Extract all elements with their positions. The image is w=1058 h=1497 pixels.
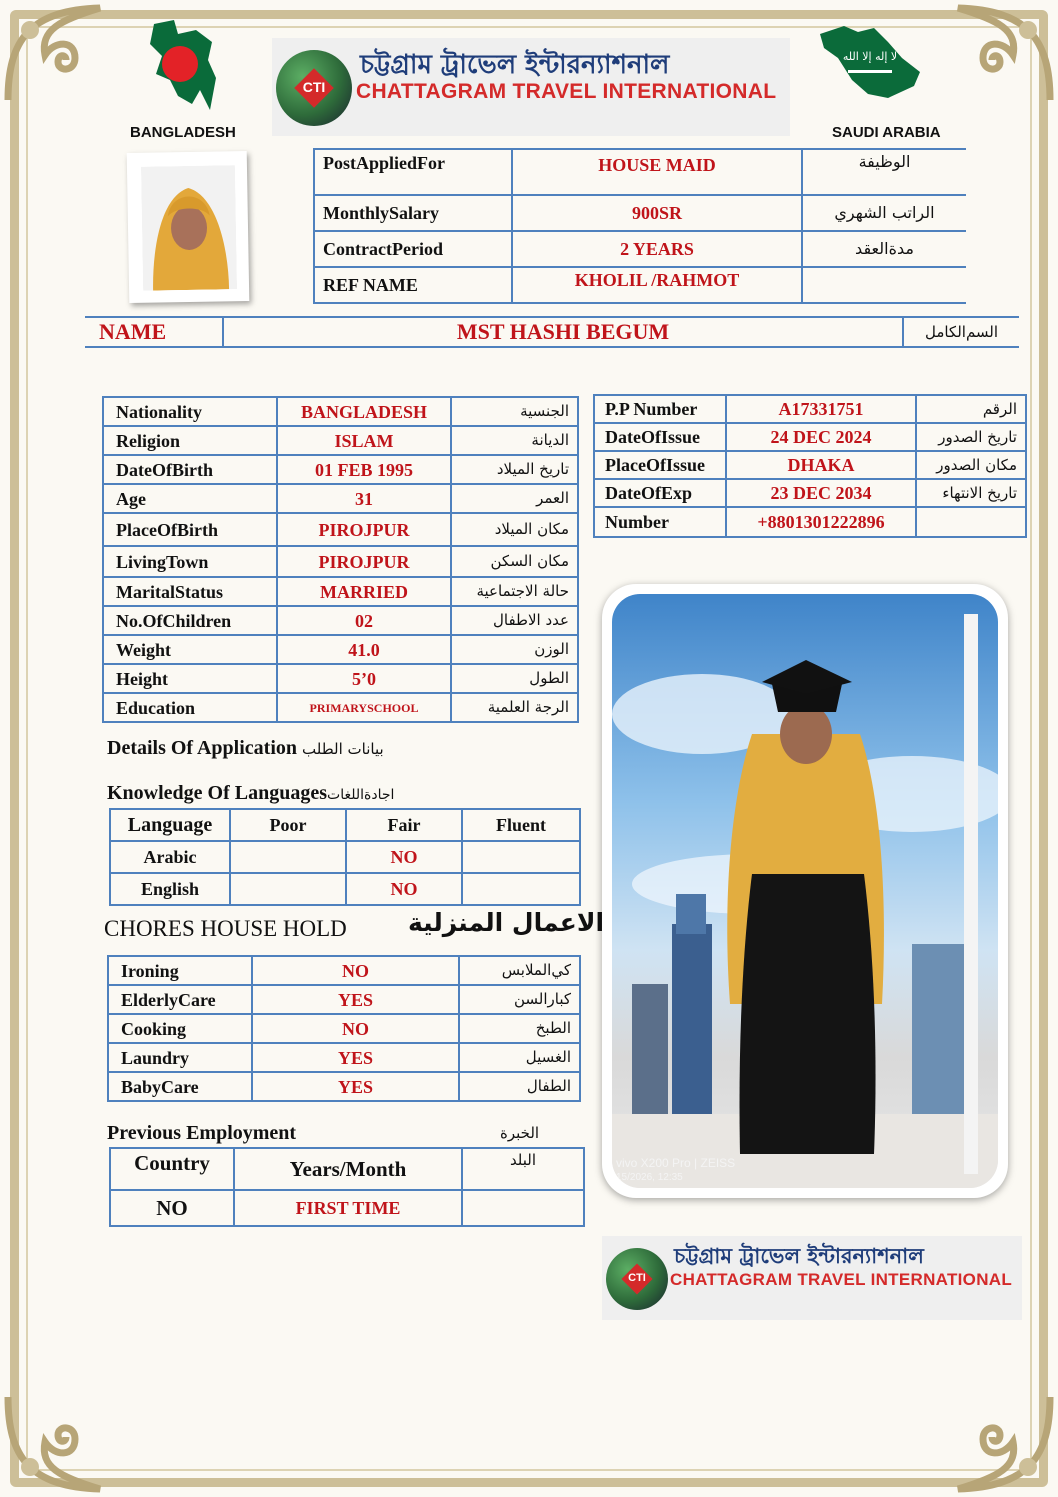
row-label: Laundry: [108, 1043, 252, 1072]
table-row: [110, 809, 580, 841]
row-value: 31: [277, 484, 451, 513]
brand-name-english: CHATTAGRAM TRAVEL INTERNATIONAL: [356, 80, 777, 103]
row-arabic: تاريخ الانتهاء: [916, 479, 1026, 507]
job-arabic: مدةالعقد: [802, 231, 966, 267]
row-arabic: عدد الاطفال: [451, 606, 578, 635]
table-row: [594, 507, 1026, 537]
table-row: [103, 664, 578, 693]
languages-arabic: اجادةاللغات: [327, 787, 395, 803]
table-row: [110, 1190, 584, 1226]
table-row: [110, 1148, 584, 1190]
table-row: [108, 1072, 580, 1101]
employment-header: Country: [110, 1148, 234, 1190]
lang-name: Arabic: [110, 841, 230, 873]
logo-initials: CTI: [628, 1272, 646, 1284]
row-value: 41.0: [277, 635, 451, 664]
row-value: BANGLADESH: [277, 397, 451, 426]
logo-initials: CTI: [302, 79, 326, 95]
row-arabic: الغسيل: [459, 1043, 580, 1072]
job-label: REF NAME: [314, 267, 512, 303]
brand-banner-bottom: [602, 1236, 1022, 1320]
table-row: [108, 1043, 580, 1072]
brand-name-english: CHATTAGRAM TRAVEL INTERNATIONAL: [670, 1270, 1013, 1289]
employment-arabic: الخبرة: [500, 1124, 540, 1142]
row-label: DateOfBirth: [103, 455, 277, 484]
table-row: [594, 423, 1026, 451]
saudi-flag-map-icon: [818, 24, 922, 102]
job-arabic: الراتب الشهري: [802, 195, 966, 231]
row-arabic: [916, 507, 1026, 537]
employment-extra: [462, 1190, 584, 1226]
row-arabic: الجنسية: [451, 397, 578, 426]
row-label: PlaceOfIssue: [594, 451, 726, 479]
lang-poor: [230, 873, 346, 905]
table-row: [103, 455, 578, 484]
lang-name: English: [110, 873, 230, 905]
lang-fair: NO: [346, 841, 462, 873]
corner-ornament-icon: [948, 1387, 1058, 1497]
row-arabic: الطول: [451, 664, 578, 693]
table-row: [314, 149, 966, 195]
lang-fair: NO: [346, 873, 462, 905]
row-value: NO: [252, 956, 459, 985]
application-title: Details Of Application: [107, 737, 298, 759]
table-row: [103, 693, 578, 722]
table-row: [103, 513, 578, 546]
employment-country: NO: [110, 1190, 234, 1226]
lang-header: Language: [110, 809, 230, 841]
table-row: [110, 841, 580, 873]
table-row: [314, 231, 966, 267]
languages-title: Knowledge Of Languages: [107, 782, 328, 804]
lang-fluent: [462, 873, 580, 905]
row-label: No.OfChildren: [103, 606, 277, 635]
globe-logo-icon: [276, 50, 352, 126]
job-value: KHOLIL /RAHMOT: [512, 267, 802, 303]
passport-table: [593, 394, 1027, 538]
row-label: Age: [103, 484, 277, 513]
employment-header: Years/Month: [234, 1148, 462, 1190]
row-value: 02: [277, 606, 451, 635]
row-value: NO: [252, 1014, 459, 1043]
table-row: [110, 873, 580, 905]
bangladesh-flag-map-icon: [148, 20, 218, 112]
table-row: [103, 606, 578, 635]
corner-ornament-icon: [948, 0, 1058, 110]
table-row: [108, 985, 580, 1014]
globe-logo-icon: [606, 1248, 668, 1310]
row-arabic: كبارالسن: [459, 985, 580, 1014]
row-arabic: حالة الاجتماعية: [451, 577, 578, 606]
lang-header: Fluent: [462, 809, 580, 841]
chores-arabic: الاعمال المنزلية: [408, 908, 605, 937]
row-label: Cooking: [108, 1014, 252, 1043]
job-label: ContractPeriod: [314, 231, 512, 267]
camera-watermark: vivo X200 Pro | ZEISS: [616, 1156, 736, 1170]
row-label: Weight: [103, 635, 277, 664]
chores-title: CHORES HOUSE HOLD: [104, 916, 347, 941]
job-value: 900SR: [512, 195, 802, 231]
row-value: ISLAM: [277, 426, 451, 455]
job-value: 2 YEARS: [512, 231, 802, 267]
table-row: [103, 546, 578, 577]
passport-photo: [127, 151, 250, 303]
table-row: [594, 479, 1026, 507]
job-arabic: [802, 267, 966, 303]
job-table: [313, 148, 966, 304]
row-label: Number: [594, 507, 726, 537]
name-label: NAME: [85, 317, 223, 347]
row-value: PRIMARYSCHOOL: [277, 693, 451, 722]
table-row: [108, 956, 580, 985]
row-label: Nationality: [103, 397, 277, 426]
row-label: LivingTown: [103, 546, 277, 577]
table-row: [103, 635, 578, 664]
right-country-label: SAUDI ARABIA: [832, 124, 941, 141]
brand-banner: [272, 38, 790, 136]
row-value: +8801301222896: [726, 507, 916, 537]
row-arabic: كي‌الملابس: [459, 956, 580, 985]
row-value: PIROJPUR: [277, 513, 451, 546]
table-row: [594, 451, 1026, 479]
table-row: [103, 577, 578, 606]
left-country-label: BANGLADESH: [130, 124, 236, 141]
chores-table: [107, 955, 581, 1102]
name-arabic: السم‌الكامل: [903, 317, 1019, 347]
row-label: Height: [103, 664, 277, 693]
table-row: [85, 317, 1019, 347]
row-value: PIROJPUR: [277, 546, 451, 577]
row-arabic: مكان السكن: [451, 546, 578, 577]
application-heading: [107, 737, 384, 760]
row-arabic: تاريخ الميلاد: [451, 455, 578, 484]
corner-ornament-icon: [0, 0, 110, 110]
lang-header: Poor: [230, 809, 346, 841]
employment-years: FIRST TIME: [234, 1190, 462, 1226]
job-arabic: الوظيفة: [802, 149, 966, 195]
employment-header: البلد: [462, 1148, 584, 1190]
lang-fluent: [462, 841, 580, 873]
row-value: 5’0: [277, 664, 451, 693]
job-label: MonthlySalary: [314, 195, 512, 231]
row-arabic: الديانة: [451, 426, 578, 455]
row-label: ElderlyCare: [108, 985, 252, 1014]
row-value: A17331751: [726, 395, 916, 423]
row-arabic: الطفال: [459, 1072, 580, 1101]
employment-title: Previous Employment: [107, 1122, 297, 1144]
brand-name-bangla: চট্টগ্রাম ট্রাভেল ইন্টারন্যাশনাল: [360, 50, 670, 80]
name-table: [85, 316, 1019, 348]
row-arabic: الرجة العلمية: [451, 693, 578, 722]
job-label: PostAppliedFor: [314, 149, 512, 195]
row-value: 01 FEB 1995: [277, 455, 451, 484]
row-value: MARRIED: [277, 577, 451, 606]
row-value: DHAKA: [726, 451, 916, 479]
photo-timestamp: 15/2026, 12:35: [616, 1172, 683, 1183]
table-row: [594, 395, 1026, 423]
languages-heading: [107, 782, 394, 805]
employment-table: [109, 1147, 585, 1227]
full-name: MST HASHI BEGUM: [223, 317, 903, 347]
corner-ornament-icon: [0, 1387, 110, 1497]
row-label: Religion: [103, 426, 277, 455]
row-value: YES: [252, 1043, 459, 1072]
table-row: [108, 1014, 580, 1043]
table-row: [314, 195, 966, 231]
brand-name-bangla: চট্টগ্রাম ট্রাভেল ইন্টারন্যাশনাল: [674, 1244, 924, 1268]
row-value: YES: [252, 985, 459, 1014]
row-arabic: الوزن: [451, 635, 578, 664]
lang-header: Fair: [346, 809, 462, 841]
application-arabic: بيانات الطلب: [302, 740, 384, 758]
lang-poor: [230, 841, 346, 873]
job-value: HOUSE MAID: [512, 149, 802, 195]
table-row: [314, 267, 966, 303]
row-value: 24 DEC 2024: [726, 423, 916, 451]
row-value: YES: [252, 1072, 459, 1101]
row-arabic: الرقم: [916, 395, 1026, 423]
row-arabic: مكان الميلاد: [451, 513, 578, 546]
row-label: PlaceOfBirth: [103, 513, 277, 546]
row-label: MaritalStatus: [103, 577, 277, 606]
row-label: DateOfExp: [594, 479, 726, 507]
personal-info-table: [102, 396, 579, 723]
table-row: [103, 397, 578, 426]
table-row: [103, 426, 578, 455]
row-label: P.P Number: [594, 395, 726, 423]
table-row: [103, 484, 578, 513]
row-label: Education: [103, 693, 277, 722]
saudi-flag-script: لا إله إلا الله: [842, 50, 898, 63]
row-label: DateOfIssue: [594, 423, 726, 451]
row-label: BabyCare: [108, 1072, 252, 1101]
languages-table: [109, 808, 581, 906]
row-arabic: الطبخ: [459, 1014, 580, 1043]
row-arabic: العمر: [451, 484, 578, 513]
row-value: 23 DEC 2034: [726, 479, 916, 507]
full-body-photo: [602, 584, 1008, 1198]
row-label: Ironing: [108, 956, 252, 985]
row-arabic: مكان الصدور: [916, 451, 1026, 479]
row-arabic: تاريخ الصدور: [916, 423, 1026, 451]
